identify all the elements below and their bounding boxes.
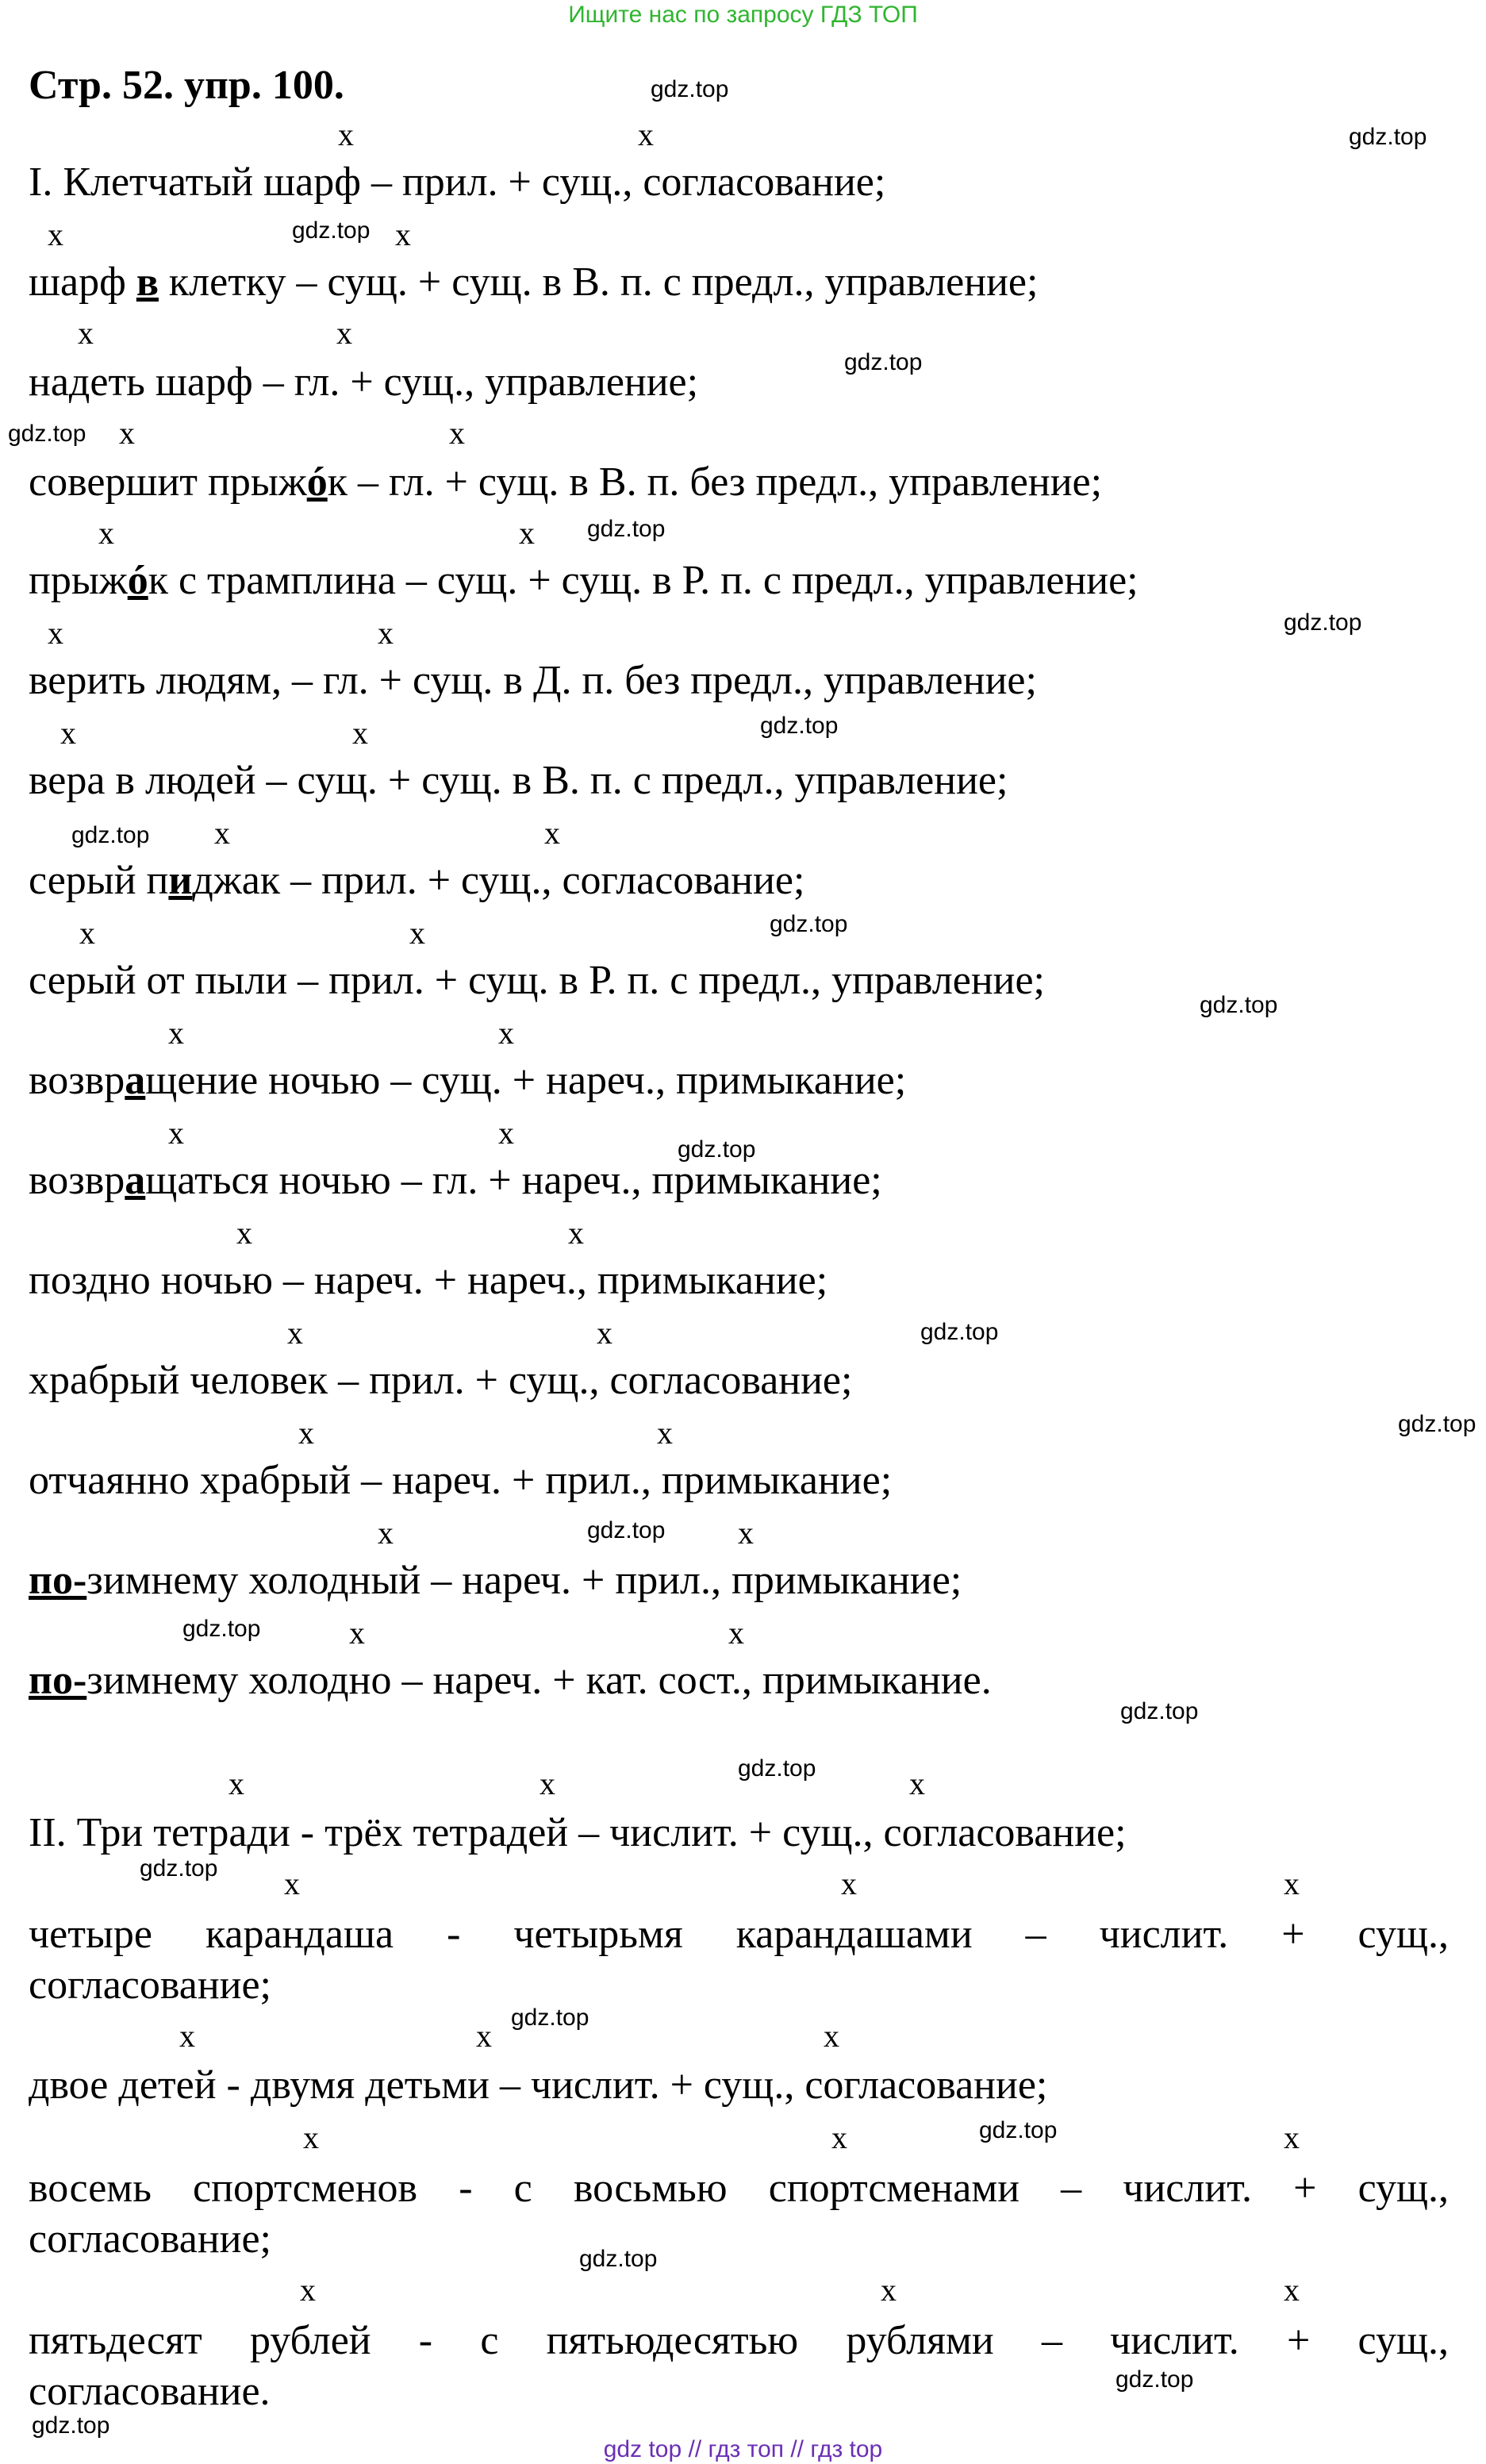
- part1-line-11: возвращаться ночью – гл. + нареч., примыкание;: [29, 1158, 882, 1203]
- x-marker: x: [728, 1615, 744, 1651]
- watermark: gdz.top: [8, 421, 86, 447]
- x-marker: x: [98, 515, 114, 551]
- x-marker: x: [831, 2120, 847, 2155]
- part2-line-4: восемь спортсменов - с восьмью спортсменами – числит. + сущ., согласование;: [29, 2166, 1449, 2262]
- x-marker: x: [498, 1115, 514, 1151]
- x-marker: x: [378, 615, 394, 651]
- page-title: Стр. 52. упр. 100.: [29, 63, 344, 108]
- x-marker: x: [168, 1015, 184, 1051]
- x-marker: x: [349, 1615, 365, 1651]
- x-marker: x: [597, 1315, 612, 1351]
- part1-line-16: по-зимнему холодно – нареч. + кат. сост., примыкание.: [29, 1658, 992, 1703]
- watermark: gdz.top: [979, 2117, 1058, 2143]
- watermark: gdz.top: [511, 2005, 589, 2031]
- x-marker: x: [78, 315, 94, 351]
- watermark: gdz.top: [760, 713, 839, 739]
- watermark: gdz.top: [678, 1136, 756, 1163]
- watermark: gdz.top: [1120, 1698, 1199, 1724]
- x-marker: x: [519, 515, 535, 551]
- x-marker: x: [48, 217, 63, 252]
- x-marker: x: [79, 915, 95, 951]
- x-marker: x: [338, 117, 354, 152]
- x-marker: x: [568, 1215, 584, 1251]
- x-marker: x: [738, 1515, 754, 1551]
- watermark: gdz.top: [32, 2412, 110, 2439]
- part1-line-8: серый пиджак – прил. + сущ., согласование;: [29, 858, 805, 903]
- watermark: gdz.top: [738, 1755, 816, 1782]
- watermark: gdz.top: [140, 1855, 218, 1882]
- x-marker: x: [179, 2018, 195, 2054]
- x-marker: x: [300, 2272, 316, 2308]
- x-marker: x: [1284, 2272, 1300, 2308]
- part1-line-12: поздно ночью – нареч. + нареч., примыкание;: [29, 1258, 828, 1303]
- x-marker: x: [539, 1766, 555, 1801]
- watermark: gdz.top: [651, 76, 729, 102]
- search-banner: Ищите нас по запросу ГДЗ ТОП: [568, 2, 918, 28]
- part2-line-1: II. Три тетради - трёх тетрадей – числит. + сущ., согласование;: [29, 1810, 1127, 1855]
- part1-line-2: шарф в клетку – сущ. + сущ. в В. п. с предл., управление;: [29, 259, 1039, 305]
- part1-line-10: возвращение ночью – сущ. + нареч., примыкание;: [29, 1058, 907, 1103]
- x-marker: x: [409, 915, 425, 951]
- x-marker: x: [498, 1015, 514, 1051]
- watermark: gdz.top: [1349, 124, 1427, 150]
- x-marker: x: [284, 1866, 300, 1901]
- watermark: gdz.top: [1200, 992, 1278, 1018]
- watermark: gdz.top: [587, 516, 666, 542]
- part2-line-5: пятьдесят рублей - с пятьюдесятью рублями – числит. + сущ., согласование.: [29, 2318, 1449, 2414]
- x-marker: x: [449, 415, 465, 451]
- x-marker: x: [657, 1415, 673, 1451]
- watermark: gdz.top: [770, 911, 848, 937]
- x-marker: x: [119, 415, 135, 451]
- watermark: gdz.top: [292, 217, 371, 244]
- x-marker: x: [352, 715, 368, 751]
- watermark: gdz.top: [920, 1319, 999, 1345]
- x-marker: x: [228, 1766, 244, 1801]
- part1-line-13: храбрый человек – прил. + сущ., согласование;: [29, 1358, 853, 1403]
- x-marker: x: [841, 1866, 857, 1901]
- watermark: gdz.top: [1284, 609, 1362, 636]
- watermark: gdz.top: [1115, 2366, 1194, 2393]
- part2-line-2: четыре карандаша - четырьмя карандашами – числит. + сущ., согласование;: [29, 1912, 1449, 2008]
- watermark: gdz.top: [1398, 1411, 1476, 1437]
- x-marker: x: [881, 2272, 897, 2308]
- footer-links: gdz top // гдз топ // гдз top: [603, 2436, 883, 2462]
- x-marker: x: [48, 615, 63, 651]
- x-marker: x: [336, 315, 352, 351]
- x-marker: x: [476, 2018, 492, 2054]
- part1-line-4: совершит прыжóк – гл. + сущ. в В. п. без предл., управление;: [29, 459, 1103, 505]
- part1-line-15: по-зимнему холодный – нареч. + прил., примыкание;: [29, 1558, 962, 1603]
- x-marker: x: [214, 815, 230, 851]
- x-marker: x: [60, 715, 76, 751]
- part1-line-6: верить людям, – гл. + сущ. в Д. п. без предл., управление;: [29, 658, 1037, 703]
- watermark: gdz.top: [71, 822, 150, 848]
- x-marker: x: [395, 217, 411, 252]
- x-marker: x: [544, 815, 560, 851]
- x-marker: x: [1284, 1866, 1300, 1901]
- x-marker: x: [168, 1115, 184, 1151]
- part1-line-9: серый от пыли – прил. + сущ. в Р. п. с предл., управление;: [29, 958, 1046, 1003]
- x-marker: x: [236, 1215, 252, 1251]
- watermark: gdz.top: [844, 349, 923, 375]
- x-marker: x: [303, 2120, 319, 2155]
- watermark: gdz.top: [182, 1616, 261, 1642]
- watermark: gdz.top: [587, 1517, 666, 1543]
- x-marker: x: [824, 2018, 839, 2054]
- part2-line-3: двое детей - двумя детьми – числит. + сущ., согласование;: [29, 2062, 1048, 2108]
- x-marker: x: [287, 1315, 303, 1351]
- x-marker: x: [638, 117, 654, 152]
- part1-line-3: надеть шарф – гл. + сущ., управление;: [29, 359, 699, 405]
- x-marker: x: [1284, 2120, 1300, 2155]
- x-marker: x: [298, 1415, 314, 1451]
- x-marker: x: [378, 1515, 394, 1551]
- part1-line-7: вера в людей – сущ. + сущ. в В. п. с предл., управление;: [29, 758, 1008, 803]
- x-marker: x: [909, 1766, 925, 1801]
- part1-line-1: I. Клетчатый шарф – прил. + сущ., согласование;: [29, 160, 886, 205]
- part1-line-14: отчаянно храбрый – нареч. + прил., примыкание;: [29, 1458, 893, 1503]
- watermark: gdz.top: [579, 2246, 658, 2272]
- part1-line-5: прыжóк с трамплина – сущ. + сущ. в Р. п. с предл., управление;: [29, 558, 1138, 603]
